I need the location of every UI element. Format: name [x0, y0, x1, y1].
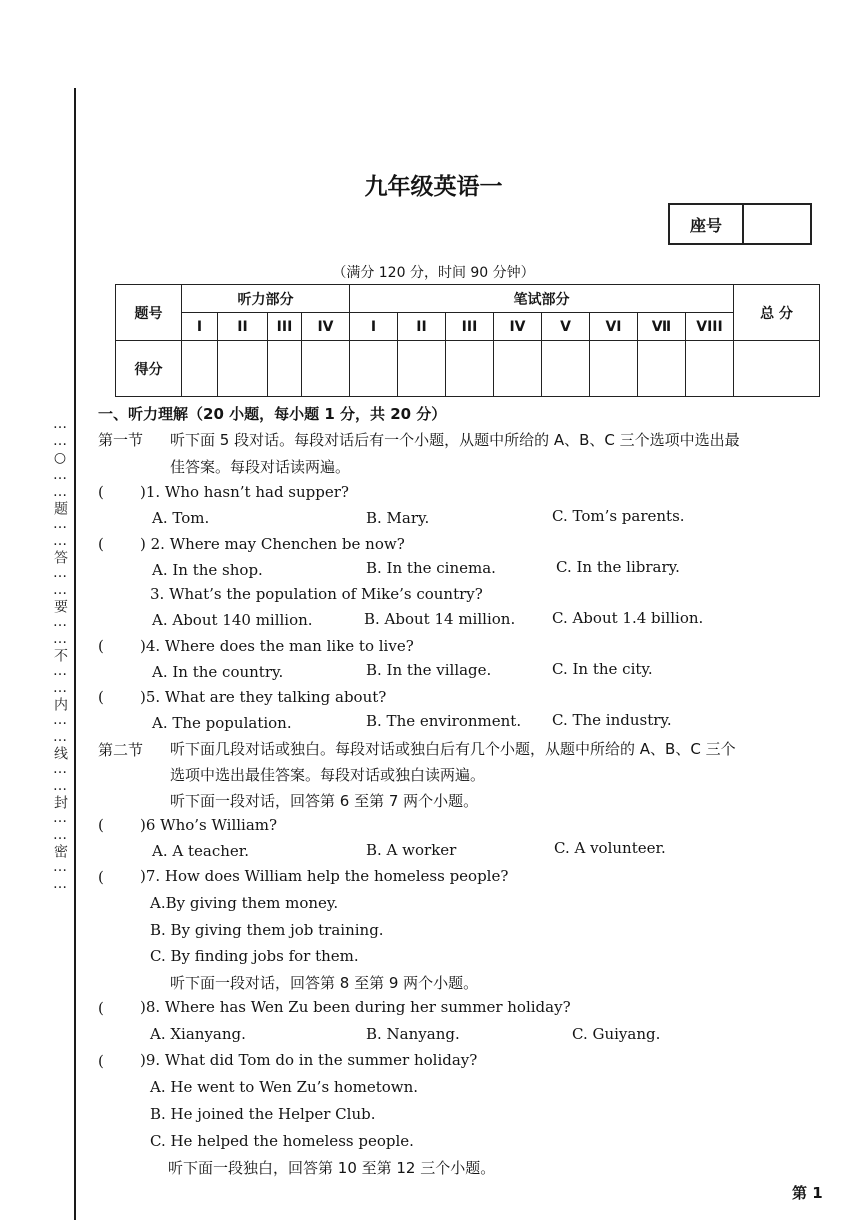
option-b: B. The environment.	[366, 712, 522, 730]
question: )5. What are they talking about?	[140, 688, 387, 706]
option-c: C. He helped the homeless people.	[150, 1132, 414, 1150]
written-part: Ⅶ	[638, 313, 686, 341]
answer-bracket: (	[98, 816, 104, 834]
option-b: B. Mary.	[366, 509, 430, 527]
seat-number-box	[668, 203, 812, 245]
option-c: C. A volunteer.	[554, 839, 666, 857]
score-cell	[446, 341, 494, 397]
answer-bracket: (	[98, 637, 104, 655]
score-cell	[686, 341, 734, 397]
listening-part: II	[218, 313, 268, 341]
written-part: I	[350, 313, 398, 341]
option-a: A. A teacher.	[152, 842, 250, 860]
option-a: A. He went to Wen Zu’s hometown.	[150, 1078, 419, 1096]
score-cell	[638, 341, 686, 397]
row-label-number: 题号	[116, 285, 182, 341]
question: )1. Who hasn’t had supper?	[140, 483, 349, 501]
score-cell	[590, 341, 638, 397]
question: )9. What did Tom do in the summer holiday?	[140, 1051, 478, 1069]
option-c: C. About 1.4 billion.	[552, 609, 704, 627]
score-cell	[182, 341, 218, 397]
listen-instruction: 听下面一段独白，回答第 10 至第 12 三个小题。	[168, 1159, 496, 1177]
answer-bracket: (	[98, 483, 104, 501]
listening-part: I	[182, 313, 218, 341]
seat-value	[744, 205, 810, 243]
score-cell	[494, 341, 542, 397]
section-heading: 一、听力理解（20 小题，每小题 1 分，共 20 分）	[98, 405, 447, 423]
written-part: VIII	[686, 313, 734, 341]
score-table	[115, 284, 820, 397]
written-header: 笔试部分	[350, 285, 734, 313]
option-b: B. About 14 million.	[364, 610, 516, 628]
written-part: III	[446, 313, 494, 341]
option-a: A. About 140 million.	[152, 611, 313, 629]
option-a: A. In the shop.	[152, 561, 263, 579]
score-cell	[734, 341, 820, 397]
part1-label: 第一节	[98, 431, 144, 449]
listening-header: 听力部分	[182, 285, 350, 313]
part2-label: 第二节	[98, 741, 144, 759]
total-header: 总 分	[734, 285, 820, 341]
listen-instruction: 听下面一段对话，回答第 6 至第 7 两个小题。	[170, 792, 479, 810]
listening-part: IV	[302, 313, 350, 341]
answer-bracket: (	[98, 1052, 104, 1070]
option-c: C. The industry.	[552, 711, 672, 729]
option-b: B. In the village.	[366, 661, 492, 679]
option-b: B. By giving them job training.	[150, 921, 384, 939]
option-a: A. Tom.	[152, 509, 210, 527]
question: )8. Where has Wen Zu been during her summer holiday?	[140, 998, 571, 1016]
page-title: 九年级英语一	[364, 174, 503, 200]
binding-line	[74, 88, 76, 1220]
binding-margin	[48, 88, 74, 1220]
binding-text: ……○……题……答……要……不……内……线……封……密……	[52, 415, 68, 893]
answer-bracket: (	[98, 535, 104, 553]
score-cell	[218, 341, 268, 397]
option-b: B. He joined the Helper Club.	[150, 1105, 376, 1123]
answer-bracket: (	[98, 868, 104, 886]
option-a: A. In the country.	[152, 663, 284, 681]
option-a: A. Xianyang.	[150, 1025, 246, 1043]
answer-bracket: (	[98, 999, 104, 1017]
listen-instruction: 听下面一段对话，回答第 8 至第 9 两个小题。	[170, 974, 479, 992]
page-number: 第 1	[792, 1184, 823, 1202]
exam-info: （满分 120 分，时间 90 分钟）	[332, 265, 535, 281]
score-cell	[302, 341, 350, 397]
part2-instruction: 选项中选出最佳答案。每段对话或独白读两遍。	[170, 766, 486, 784]
question: )6 Who’s William?	[140, 816, 278, 834]
score-cell	[398, 341, 446, 397]
answer-bracket: (	[98, 688, 104, 706]
question: ) 2. Where may Chenchen be now?	[140, 535, 405, 553]
written-part: V	[542, 313, 590, 341]
written-part: IV	[494, 313, 542, 341]
option-b: B. In the cinema.	[366, 559, 496, 577]
question: )4. Where does the man like to live?	[140, 637, 414, 655]
option-c: C. In the library.	[556, 558, 680, 576]
option-c: C. Tom’s parents.	[552, 507, 685, 525]
written-part: VI	[590, 313, 638, 341]
option-c: C. In the city.	[552, 660, 653, 678]
option-c: C. Guiyang.	[572, 1025, 661, 1043]
option-b: B. A worker	[366, 841, 457, 859]
written-part: II	[398, 313, 446, 341]
option-b: B. Nanyang.	[366, 1025, 460, 1043]
option-a: A. The population.	[152, 714, 292, 732]
question: )7. How does William help the homeless people?	[140, 867, 509, 885]
score-cell	[542, 341, 590, 397]
part2-instruction: 听下面几段对话或独白。每段对话或独白后有几个小题，从题中所给的 A、B、C 三个	[170, 740, 736, 758]
row-label-score: 得分	[116, 341, 182, 397]
score-cell	[268, 341, 302, 397]
option-c: C. By finding jobs for them.	[150, 947, 359, 965]
seat-label: 座号	[670, 205, 744, 243]
option-a: A.By giving them money.	[150, 894, 339, 912]
part1-instruction: 听下面 5 段对话。每段对话后有一个小题，从题中所给的 A、B、C 三个选项中选出最	[170, 431, 740, 449]
score-cell	[350, 341, 398, 397]
part1-instruction: 佳答案。每段对话读两遍。	[170, 458, 351, 476]
listening-part: III	[268, 313, 302, 341]
question: 3. What’s the population of Mike’s country?	[150, 585, 483, 603]
